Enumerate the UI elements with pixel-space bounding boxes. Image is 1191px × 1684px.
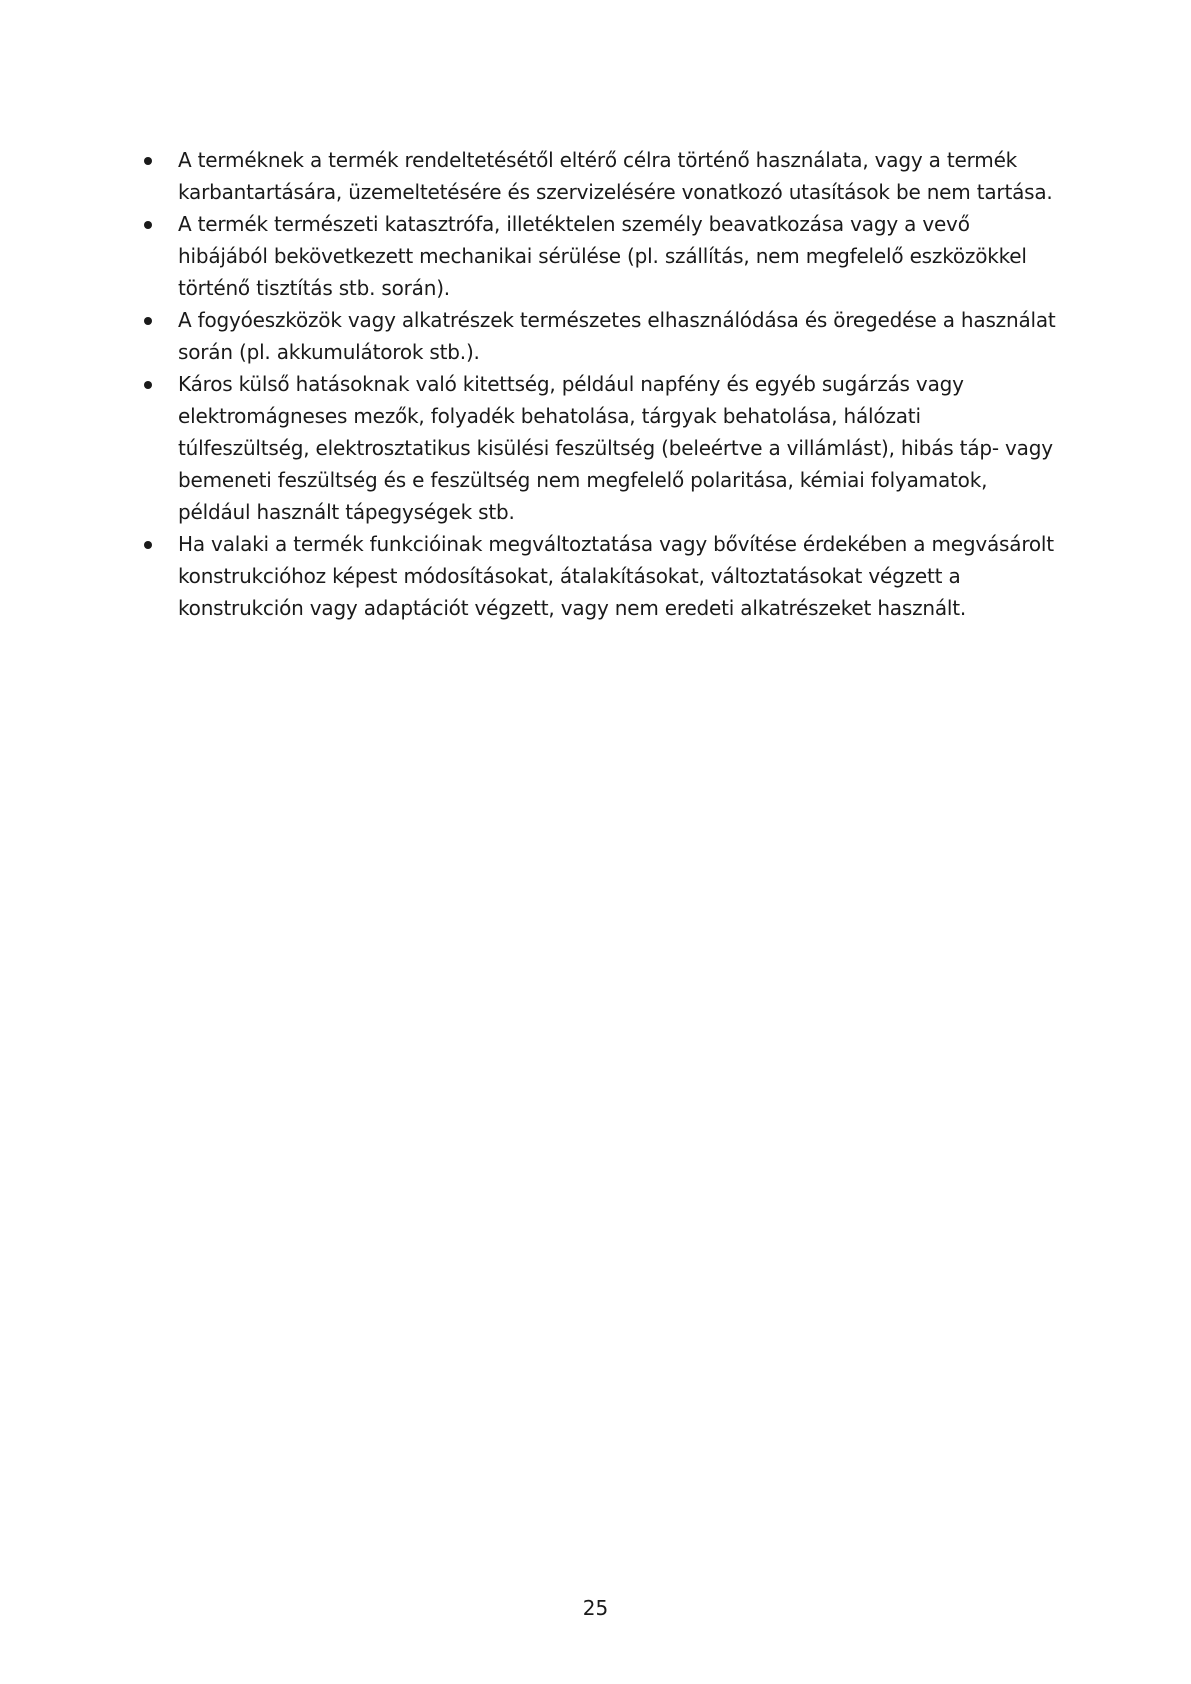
list-item bbox=[178, 368, 1058, 528]
list-item-text: Káros külső hatásoknak való kitettség, például napfény és egyéb sugárzás vagy elektromágneses mezők, folyadék behatolása, tárgyak behatolása, hálózati túlfeszültség, elektrosztatikus kisülési feszültség (beleértve a villámlást), hibás táp- vagy bemeneti feszültség és e feszültség nem megfelelő polaritása, kémiai folyamatok, például használt tápegységek stb. bbox=[178, 372, 1053, 524]
bullet-icon bbox=[144, 157, 152, 165]
list-item bbox=[178, 528, 1058, 624]
bullet-icon bbox=[144, 381, 152, 389]
list-item bbox=[178, 144, 1058, 208]
bullet-icon bbox=[144, 317, 152, 325]
list-item-text: A termék természeti katasztrófa, illetéktelen személy beavatkozása vagy a vevő hibájából bekövetkezett mechanikai sérülése (pl. szállítás, nem megfelelő eszközökkel történő tisztítás stb. során). bbox=[178, 212, 1027, 300]
list-item-text: A terméknek a termék rendeltetésétől eltérő célra történő használata, vagy a termék karbantartására, üzemeltetésére és szervizelésére vonatkozó utasítások be nem tartása. bbox=[178, 148, 1053, 204]
list-item bbox=[178, 304, 1058, 368]
bullet-icon bbox=[144, 221, 152, 229]
list-item bbox=[178, 208, 1058, 304]
page-number: 25 bbox=[582, 1596, 609, 1620]
bullet-list bbox=[178, 144, 1058, 624]
list-item-text: Ha valaki a termék funkcióinak megváltoztatása vagy bővítése érdekében a megvásárolt konstrukcióhoz képest módosításokat, átalakításokat, változtatásokat végzett a konstrukción vagy adaptációt végzett, vagy nem eredeti alkatrészeket használt. bbox=[178, 532, 1054, 620]
list-item-text: A fogyóeszközök vagy alkatrészek természetes elhasználódása és öregedése a használat során (pl. akkumulátorok stb.). bbox=[178, 308, 1056, 364]
bullet-icon bbox=[144, 541, 152, 549]
